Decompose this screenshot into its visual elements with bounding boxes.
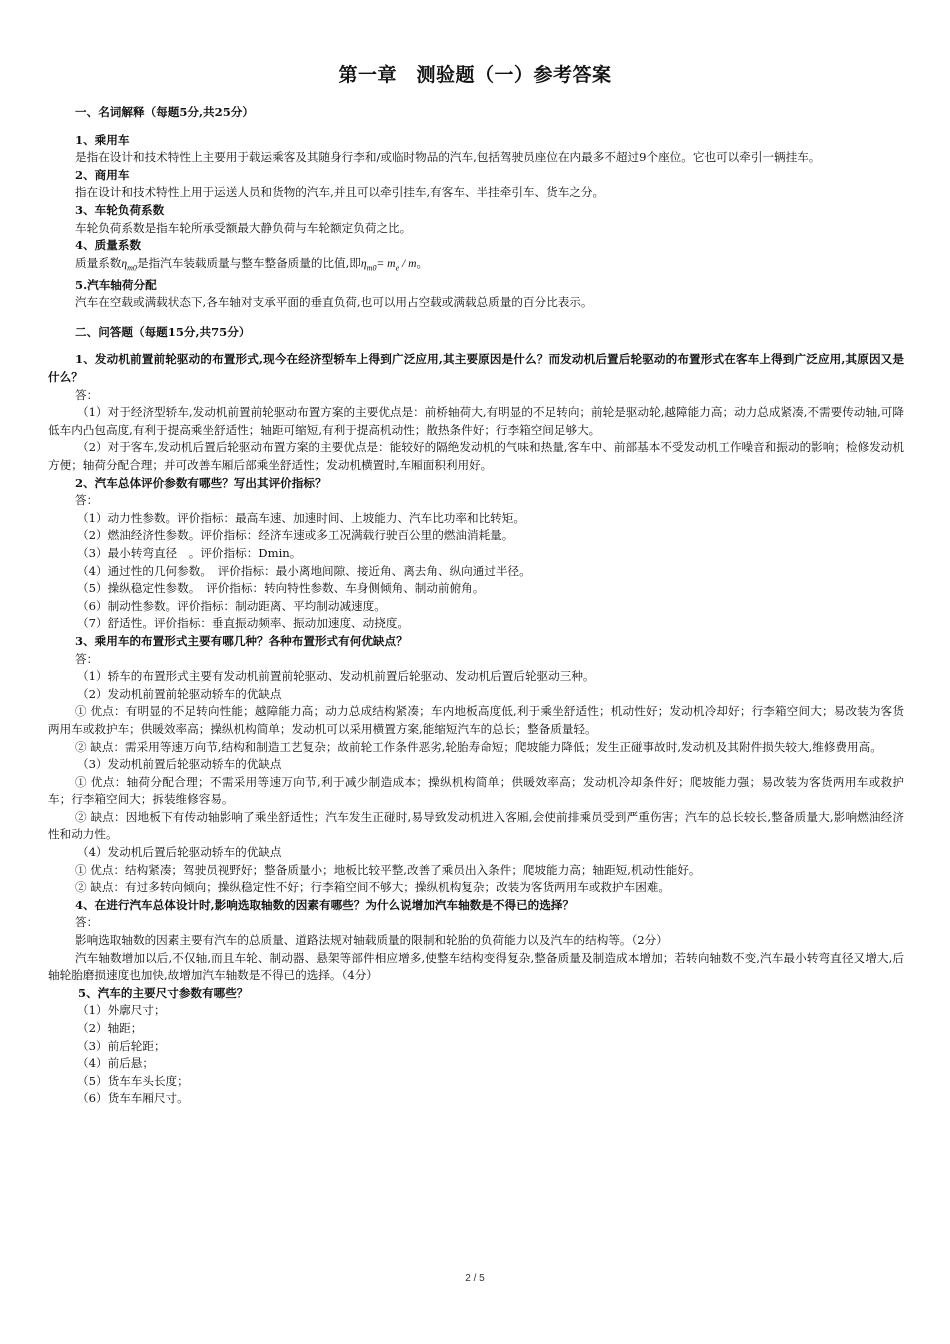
answer-label: 答： [75, 387, 99, 402]
answer-line: （4）发动机后置后轮驱动轿车的优缺点 [77, 845, 282, 860]
answer-item: （2）轴距； [77, 1021, 143, 1035]
answer-paragraph: 影响选取轴数的因素主要有汽车的总质量、道路法规对轴载质量的限制和轮胎的负荷能力以及汽车的结构等。（2分） [75, 933, 668, 948]
term-definition: 车轮负荷系数是指车轮所承受额最大静负荷与车轮额定负荷之比。 [75, 220, 412, 235]
term-definition: 指在设计和技术特性上用于运送人员和货物的汽车,并且可以牵引挂车,有客车、半挂牵引车、货车之分。 [75, 185, 605, 200]
page-content [48, 104, 904, 1108]
answer-line: （1）轿车的布置形式主要有发动机前置前轮驱动、发动机前置后轮驱动、发动机后置后轮驱动三种。 [77, 669, 595, 684]
answer-label: 答： [75, 915, 99, 930]
answer-item: （3）前后轮距； [77, 1038, 166, 1053]
answer-item: （1）动力性参数。评价指标：最高车速、加速时间、上坡能力、汽车比功率和比转矩。 [77, 510, 525, 525]
answer-label: 答： [75, 493, 99, 508]
answer-item: （3）最小转弯直径 。评价指标：Dmin。 [77, 545, 302, 560]
formula-eta: η [360, 256, 367, 270]
term-definition: 是指在设计和技术特性上主要用于载运乘客及其随身行李和/或临时物品的汽车,包括驾驶员座位在内最多不超过9个座位。它也可以牵引一辆挂车。 [75, 150, 821, 165]
answer-item: （6）制动性参数。评价指标：制动距离、平均制动减速度。 [77, 598, 386, 613]
answer-line: ① 优点：有明显的不足转向性能；越障能力高；动力总成结构紧凑；车内地板高度低,利于乘坐舒适性；机动性好；发动机冷却好；行李箱空间大；易改装为客货两用车或救护车；供暖效率高；操纵机构简单；发动机可以采用横置方案,能缩短汽车的总长；整备质量轻。 [48, 704, 904, 736]
answer-item: （5）货车车头长度； [77, 1073, 189, 1088]
answer-item: （4）前后悬； [77, 1056, 154, 1071]
term-definition: 汽车在空载或满载状态下,各车轴对支承平面的垂直负荷,也可以用占空载或满载总质量的百分比表示。 [75, 295, 593, 310]
def-prefix: 质量系数 [75, 255, 122, 270]
answer-item: （5）操纵稳定性参数。 评价指标：转向特性参数、车身侧倾角、制动前俯角。 [77, 581, 485, 596]
answer-line: （2）发动机前置前轮驱动轿车的优缺点 [77, 686, 282, 701]
page-number: 2 / 5 [465, 1273, 485, 1284]
question-3: 3、乘用车的布置形式主要有哪几种？各种布置形式有何优缺点？ [75, 633, 408, 648]
term-heading: 3、车轮负荷系数 [75, 202, 165, 217]
answer-paragraph: 汽车轴数增加以后,不仅轴,而且车轮、制动器、悬架等部件相应增多,使整车结构变得复杂,整备质量及制造成本增加；若转向轴数不变,汽车最小转弯直径又增大,后轴轮胎磨损速度也加快,故增加汽车轴数是不得已的选择。（4分） [48, 950, 904, 983]
question-4: 4、在进行汽车总体设计时,影响选取轴数的因素有哪些？为什么说增加汽车轴数是不得已的选择？ [75, 897, 575, 912]
term-heading: 4、质量系数 [75, 238, 142, 253]
answer-item: （7）舒适性。评价指标：垂直振动频率、振动加速度、动挠度。 [77, 616, 410, 631]
term-heading: 2、商用车 [75, 167, 130, 182]
answer-line: ② 缺点：需采用等速万向节,结构和制造工艺复杂；故前轮工作条件恶劣,轮胎寿命短；爬坡能力降低；发生正碰事故时,发动机及其附件损失较大,维修费用高。 [75, 739, 882, 754]
eta-subscript: m0 [127, 263, 137, 273]
page-title: 第一章 测验题（一）参考答案 [338, 64, 612, 86]
section-2-heading: 二、问答题（每题15分,共75分） [75, 324, 251, 339]
answer-paragraph: （1）对于经济型轿车,发动机前置前轮驱动布置方案的主要优点是：前桥轴荷大,有明显的不足转向；前轮是驱动轮,越障能力高；动力总成紧凑,不需要传动轴,可降低车内凸包高度,有利于提高乘坐舒适性；轴距可缩短,有利于提高机动性；散热条件好；行李箱空间足够大。 [48, 405, 904, 437]
answer-line: （3）发动机前置后轮驱动轿车的优缺点 [77, 757, 282, 772]
section-1-heading: 一、名词解释（每题5分,共25分） [75, 105, 254, 119]
eta-symbol: η [121, 256, 128, 270]
def-end: 。 [416, 255, 429, 270]
answer-item: （2）燃油经济性参数。评价指标：经济车速或多工况满载行驶百公里的燃油消耗量。 [77, 528, 514, 543]
answer-label: 答： [75, 651, 99, 666]
answer-line: ② 缺点：有过多转向倾向；操纵稳定性不好；行李箱空间不够大；操纵机构复杂；改装为客货两用车或救护车困难。 [75, 880, 670, 895]
answer-item: （1）外廓尺寸； [77, 1003, 166, 1018]
question-5: 5、汽车的主要尺寸参数有哪些？ [78, 985, 249, 1000]
answer-item: （6）货车车厢尺寸。 [77, 1091, 189, 1106]
term-heading: 1、乘用车 [75, 132, 130, 147]
answer-item: （4）通过性的几何参数。 评价指标：最小离地间隙、接近角、离去角、纵向通过半径。 [77, 563, 531, 578]
answer-line: ② 缺点：因地板下有传动轴影响了乘坐舒适性；汽车发生正碰时,易导致发动机进入客厢,会使前排乘员受到严重伤害；汽车的总长较长,整备质量大,影响燃油经济性和动力性。 [48, 809, 904, 842]
formula-eta-subscript: m0 [366, 263, 377, 273]
answer-line: ① 优点：轴荷分配合理；不需采用等速万向节,利于减少制造成本；操纵机构简单；供暖效率高；发动机冷却条件好；爬坡能力强；易改装为客货两用车或救护车；行李箱空间大；拆装维修容易。 [48, 774, 904, 807]
question-2: 2、汽车总体评价参数有哪些？写出其评价指标？ [75, 475, 327, 490]
def-middle: 是指汽车装载质量与整车整备质量的比值,即 [136, 255, 361, 270]
term-heading: 5.汽车轴荷分配 [75, 277, 157, 292]
formula-tail: / m [399, 256, 417, 270]
answer-paragraph: （2）对于客车,发动机后置后轮驱动布置方案的主要优点是：能较好的隔绝发动机的气味和热量,客车中、前部基本不受发动机工作噪音和振动的影响；检修发动机方便；轴荷分配合理；并可改善车厢后部乘坐舒适性；发动机横置时,车厢面积利用好。 [48, 440, 904, 472]
answer-line: ① 优点：结构紧凑；驾驶员视野好；整备质量小；地板比较平整,改善了乘员出入条件；爬坡能力高；轴距短,机动性能好。 [75, 862, 701, 877]
formula-rhs: = m [376, 256, 396, 270]
formula-rhs-subscript: e [395, 263, 400, 273]
question-1: 1、发动机前置前轮驱动的布置形式,现今在经济型轿车上得到广泛应用,其主要原因是什么？而发动机后置后轮驱动的布置形式在客车上得到广泛应用,其原因又是什么？ [48, 352, 904, 385]
term-definition-formula [48, 255, 904, 277]
